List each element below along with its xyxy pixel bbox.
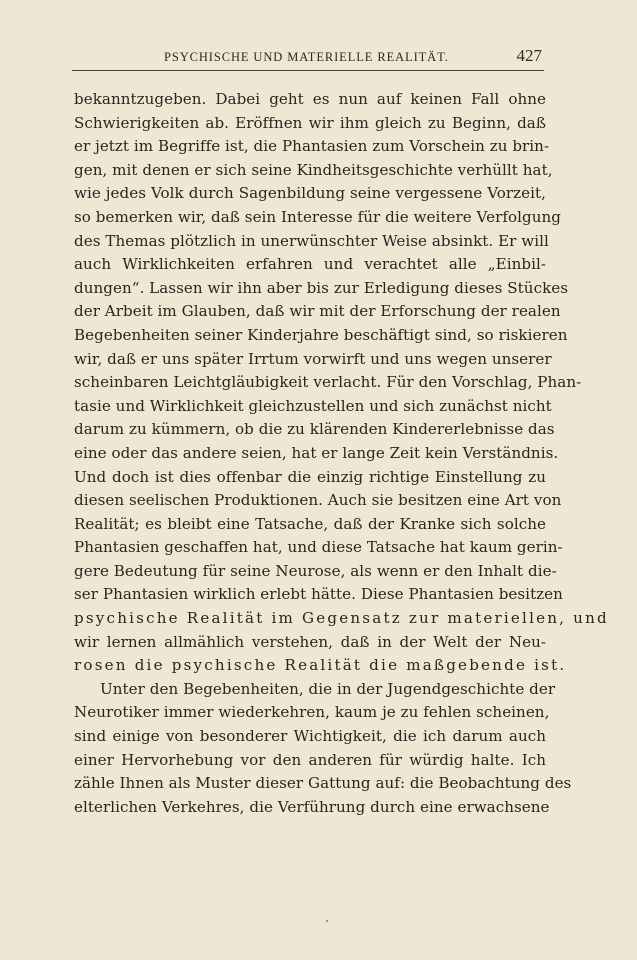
text-line: Phantasien geschaffen hat, und diese Tatsache hat kaum gerin- bbox=[74, 538, 563, 557]
text-line: zähle Ihnen als Muster dieser Gattung auf: die Beobachtung des bbox=[74, 774, 572, 793]
text-line: bekanntzugeben. Dabei geht es nun auf keinen Fall ohne bbox=[74, 90, 546, 108]
page-number: 427 bbox=[516, 46, 542, 65]
body-text bbox=[74, 88, 609, 819]
page-header bbox=[72, 46, 544, 71]
text-line: scheinbaren Leichtgläubigkeit verlacht. Für den Vorschlag, Phan- bbox=[74, 373, 582, 392]
text-line: darum zu kümmern, ob die zu klärenden Kindererlebnisse das bbox=[74, 420, 555, 439]
text-line: wir lernen allmählich verstehen, daß in der Welt der Neu- bbox=[74, 632, 546, 651]
text-line: er jetzt im Begriffe ist, die Phantasien zum Vorschein zu brin- bbox=[74, 137, 550, 156]
text-line: des Themas plötzlich in unerwünschter Weise absinkt. Er will bbox=[74, 231, 549, 250]
text-line: auch Wirklichkeiten erfahren und verachtet alle „Einbil- bbox=[74, 255, 546, 274]
text-line: Realität; es bleibt eine Tatsache, daß der Kranke sich solche bbox=[74, 514, 546, 533]
text-line: eine oder das andere seien, hat er lange Zeit kein Verständnis. bbox=[74, 443, 559, 462]
text-line: ser Phantasien wirklich erlebt hätte. Diese Phantasien besitzen bbox=[74, 585, 563, 604]
text-line: der Arbeit im Glauben, daß wir mit der Erforschung der realen bbox=[74, 302, 561, 321]
running-title: PSYCHISCHE UND MATERIELLE REALITÄT. bbox=[164, 50, 449, 64]
text-line: rosen die psychische Realität die maßgebende ist. bbox=[74, 656, 567, 675]
text-line: diesen seelischen Produktionen. Auch sie besitzen eine Art von bbox=[74, 491, 562, 510]
text-line: tasie und Wirklichkeit gleichzustellen und sich zunächst nicht bbox=[74, 396, 552, 415]
text-line: so bemerken wir, daß sein Interesse für die weitere Verfolgung bbox=[74, 207, 561, 226]
text-line: Und doch ist dies offenbar die einzig richtige Einstellung zu bbox=[74, 467, 546, 486]
paper-speck bbox=[326, 920, 328, 922]
text-line: wir, daß er uns später Irrtum vorwirft und uns wegen unserer bbox=[74, 349, 552, 368]
text-line: wie jedes Volk durch Sagenbildung seine vergessene Vorzeit, bbox=[74, 184, 546, 203]
text-line: Unter den Begebenheiten, die in der Jugendgeschichte der bbox=[100, 679, 556, 698]
text-line: gen, mit denen er sich seine Kindheitsgeschichte verhüllt hat, bbox=[74, 160, 553, 179]
text-line: sind einige von besonderer Wichtigkeit, die ich darum auch bbox=[74, 727, 546, 746]
text-line: dungen“. Lassen wir ihn aber bis zur Erledigung dieses Stückes bbox=[74, 278, 569, 297]
text-line: Schwierigkeiten ab. Eröffnen wir ihm gleich zu Beginn, daß bbox=[74, 113, 546, 132]
text-line: einer Hervorhebung vor den anderen für würdig halte. Ich bbox=[74, 750, 546, 769]
text-line: gere Bedeutung für seine Neurose, als wenn er den Inhalt die- bbox=[74, 561, 557, 580]
text-line: Begebenheiten seiner Kinderjahre beschäftigt sind, so riskieren bbox=[74, 325, 568, 344]
text-line: psychische Realität im Gegensatz zur materiellen, und bbox=[74, 609, 609, 628]
text-line: elterlichen Verkehres, die Verführung durch eine erwachsene bbox=[74, 797, 550, 816]
text-line: Neurotiker immer wiederkehren, kaum je zu fehlen scheinen, bbox=[74, 703, 550, 722]
